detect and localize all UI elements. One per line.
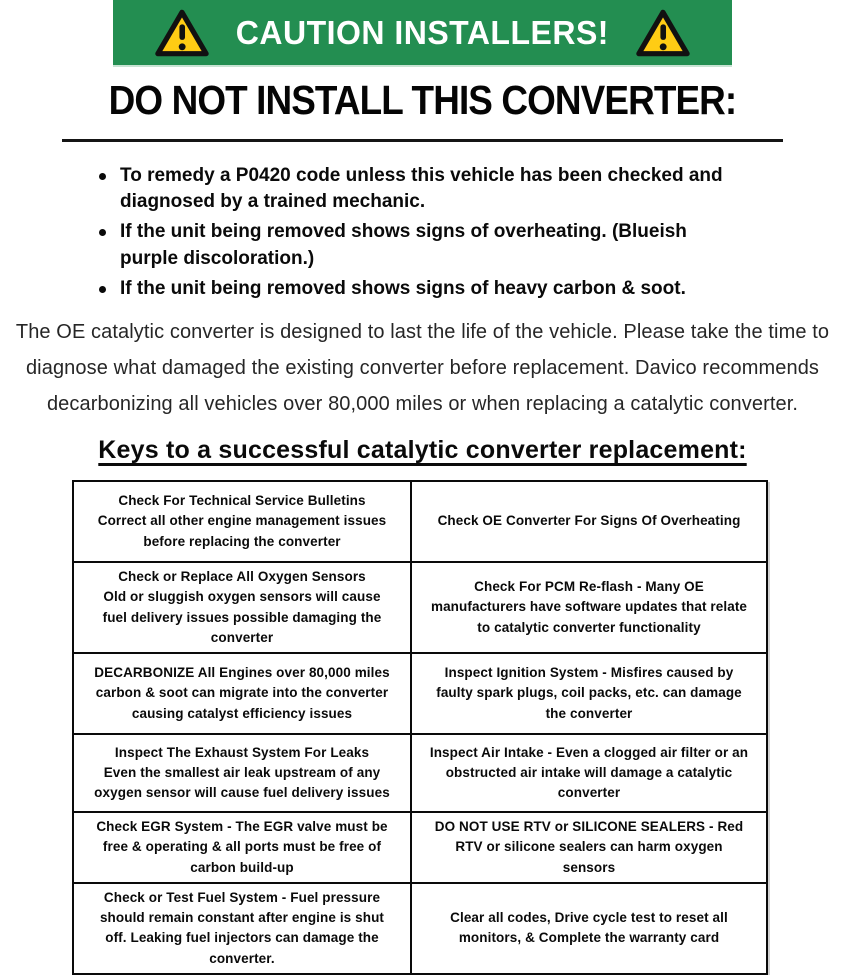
warning-list-item: If the unit being removed shows signs of overheating. (Blueish purple discoloration.)	[86, 219, 736, 271]
warning-triangle-icon	[635, 8, 691, 58]
table-cell: Inspect Air Intake - Even a clogged air filter or an obstructed air intake will damage a catalytic converter	[411, 734, 767, 812]
intro-paragraph: The OE catalytic converter is designed to last the life of the vehicle. Please take the time to diagnose what damaged the existing converter before replacement. Davico recommends decarbonizing all vehicles over 80,000 miles or when replacing a catalytic converter.	[15, 321, 830, 416]
warning-list-item: To remedy a P0420 code unless this vehicle has been checked and diagnosed by a trained mechanic.	[86, 163, 736, 215]
page-title: DO NOT INSTALL THIS CONVERTER:	[108, 77, 737, 123]
table-cell: DO NOT USE RTV or SILICONE SEALERS - Red RTV or silicone sealers can harm oxygen sensors	[411, 812, 767, 883]
warning-triangle-icon	[154, 8, 210, 58]
table-row	[73, 481, 767, 562]
table-cell: Check or Test Fuel System - Fuel pressure should remain constant after engine is shut off. Leaking fuel injectors can damage the converter.	[73, 883, 411, 974]
table-cell: Check EGR System - The EGR valve must be free & operating & all ports must be free of carbon build-up	[73, 812, 411, 883]
table-row	[73, 653, 767, 734]
warning-list	[86, 163, 736, 302]
table-row	[73, 883, 767, 974]
caution-banner	[113, 0, 732, 65]
table-row	[73, 734, 767, 812]
table-cell: Check OE Converter For Signs Of Overheating	[411, 481, 767, 562]
keys-table	[72, 480, 768, 975]
table-cell: Inspect The Exhaust System For Leaks Even the smallest air leak upstream of any oxygen sensor will cause fuel delivery issues	[73, 734, 411, 812]
table-cell: Inspect Ignition System - Misfires caused by faulty spark plugs, coil packs, etc. can damage the converter	[411, 653, 767, 734]
keys-heading: Keys to a successful catalytic converter replacement:	[98, 436, 747, 465]
table-cell: Check For PCM Re-flash - Many OE manufacturers have software updates that relate to catalytic converter functionality	[411, 562, 767, 653]
divider-line	[62, 139, 783, 142]
table-cell: DECARBONIZE All Engines over 80,000 miles carbon & soot can migrate into the converter causing catalyst efficiency issues	[73, 653, 411, 734]
warning-list-item: If the unit being removed shows signs of heavy carbon & soot.	[86, 276, 736, 302]
table-cell: Check or Replace All Oxygen Sensors Old or sluggish oxygen sensors will cause fuel delivery issues possible damaging the converter	[73, 562, 411, 653]
banner-title: CAUTION INSTALLERS!	[235, 13, 610, 51]
table-cell: Clear all codes, Drive cycle test to reset all monitors, & Complete the warranty card	[411, 883, 767, 974]
table-row	[73, 812, 767, 883]
table-row	[73, 562, 767, 653]
table-cell: Check For Technical Service Bulletins Correct all other engine management issues before replacing the converter	[73, 481, 411, 562]
